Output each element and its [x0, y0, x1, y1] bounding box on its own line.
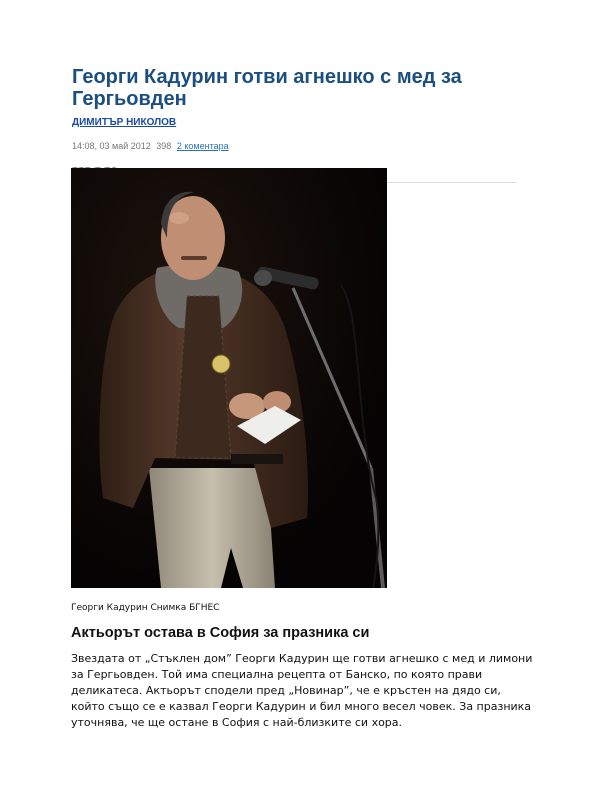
comments-link[interactable]: [177, 141, 229, 151]
author-link[interactable]: ДИМИТЪР НИКОЛОВ: [72, 117, 177, 128]
article-datetime: 14:08, 03 май 2012: [72, 141, 151, 151]
comments-count: 2: [176, 141, 182, 151]
article-title: Георги Кадурин готви агнешко с мед за Гергьовден: [72, 66, 462, 110]
comments-label: коментара: [184, 141, 229, 151]
photo-illustration: [71, 168, 387, 588]
article-subheading: Актьорът остава в София за празника си: [71, 625, 370, 641]
article-meta: [72, 141, 532, 151]
article-body: Звездата от „Стъклен дом” Георги Кадурин ще готви агнешко с мед и лимони за Гергьовден. Той има специална рецепта от Банско, по която прави деликатеса. Актьорът сподели пред „Новинар”, че е кръстен на дядо си, който също се е казвал Георги Кадурин и бил много весел човек. За празника уточнява, че ще остане в София с най-близките си хора.: [71, 652, 533, 729]
article-header: [72, 66, 532, 183]
view-count: 398: [156, 141, 172, 151]
article-photo: [71, 168, 387, 588]
photo-caption: Георги Кадурин Снимка БГНЕС: [71, 603, 220, 613]
